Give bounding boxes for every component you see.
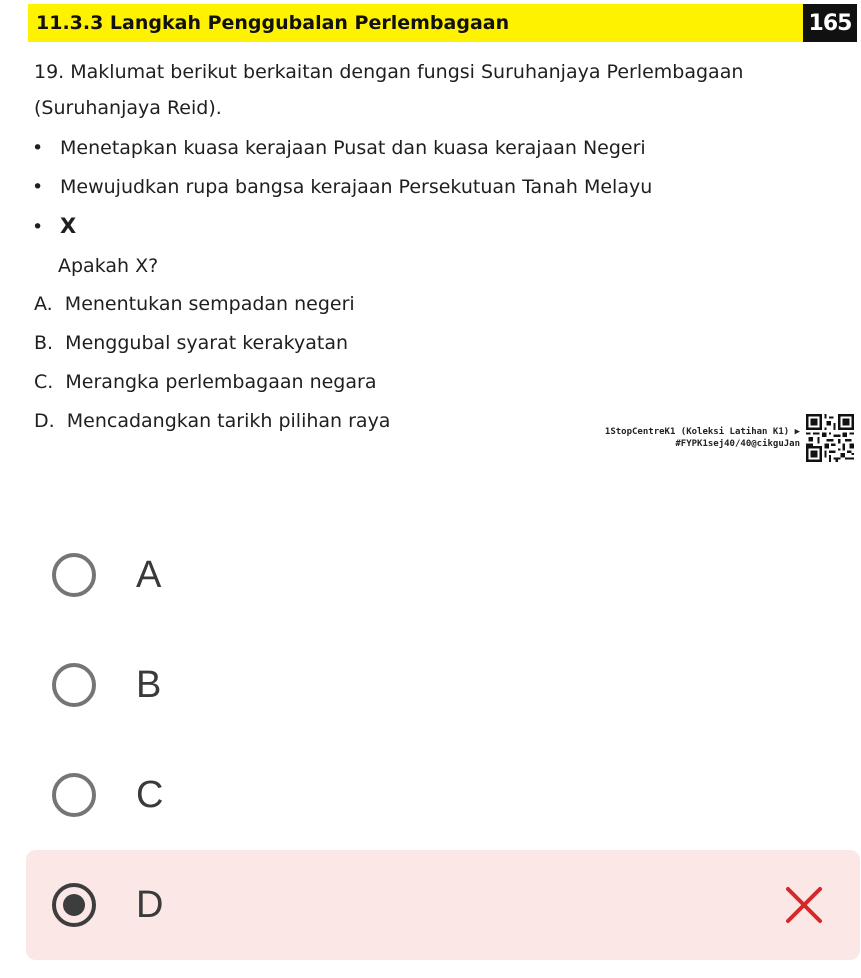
answer-choice-label: A	[136, 553, 162, 596]
bullet-symbol: •	[32, 176, 44, 198]
option-line-c	[34, 370, 376, 394]
question-stem-line-1: 19. Maklumat berikut berkaitan dengan fungsi Suruhanjaya Perlembagaan	[34, 61, 744, 83]
option-letter: C.	[34, 371, 54, 393]
radio-unchecked-icon[interactable]	[52, 553, 96, 597]
answer-choice-a[interactable]	[26, 520, 860, 630]
bullet-item	[28, 175, 652, 199]
watermark-line-1: 1StopCentreK1 (Koleksi Latihan K1) ▶	[604, 427, 800, 437]
answer-choice-b[interactable]	[26, 630, 860, 740]
option-letter: B.	[34, 332, 54, 354]
qr-code-icon	[806, 414, 854, 462]
radio-unchecked-icon[interactable]	[52, 773, 96, 817]
option-line-b	[34, 331, 348, 355]
radio-checked-icon[interactable]	[52, 883, 96, 927]
answer-choice-c[interactable]	[26, 740, 860, 850]
answer-choice-label: D	[136, 883, 164, 926]
bullet-symbol: •	[32, 216, 44, 238]
question-image	[0, 0, 861, 470]
option-line-d	[34, 409, 390, 433]
bullet-text-x: X	[60, 214, 77, 238]
question-stem-line-2: (Suruhanjaya Reid).	[34, 97, 222, 119]
answer-choice-label: B	[136, 663, 162, 706]
answer-choice-label: C	[136, 773, 164, 816]
option-text: Mencadangkan tarikh pilihan raya	[66, 410, 391, 432]
option-letter: D.	[34, 410, 55, 432]
radio-unchecked-icon[interactable]	[52, 663, 96, 707]
answer-choice-d[interactable]	[26, 850, 860, 960]
option-letter: A.	[34, 293, 53, 315]
section-header	[28, 4, 803, 42]
option-text: Menggubal syarat kerakyatan	[65, 332, 349, 354]
wrong-x-icon	[784, 885, 824, 925]
question-prompt: Apakah X?	[58, 255, 159, 277]
page-number: 165	[803, 4, 857, 42]
bullet-item	[28, 136, 646, 160]
option-line-a	[34, 292, 355, 316]
bullet-symbol: •	[32, 137, 44, 159]
option-text: Merangka perlembagaan negara	[65, 371, 377, 393]
watermark-line-2: #FYPK1sej40/40@cikguJan	[675, 439, 800, 449]
watermark	[600, 426, 800, 450]
bullet-item	[28, 214, 76, 239]
bullet-text: Menetapkan kuasa kerajaan Pusat dan kuasa kerajaan Negeri	[60, 137, 646, 159]
bullet-text: Mewujudkan rupa bangsa kerajaan Persekutuan Tanah Melayu	[60, 176, 653, 198]
option-text: Menentukan sempadan negeri	[64, 293, 355, 315]
section-title: 11.3.3 Langkah Penggubalan Perlembagaan	[36, 12, 510, 34]
